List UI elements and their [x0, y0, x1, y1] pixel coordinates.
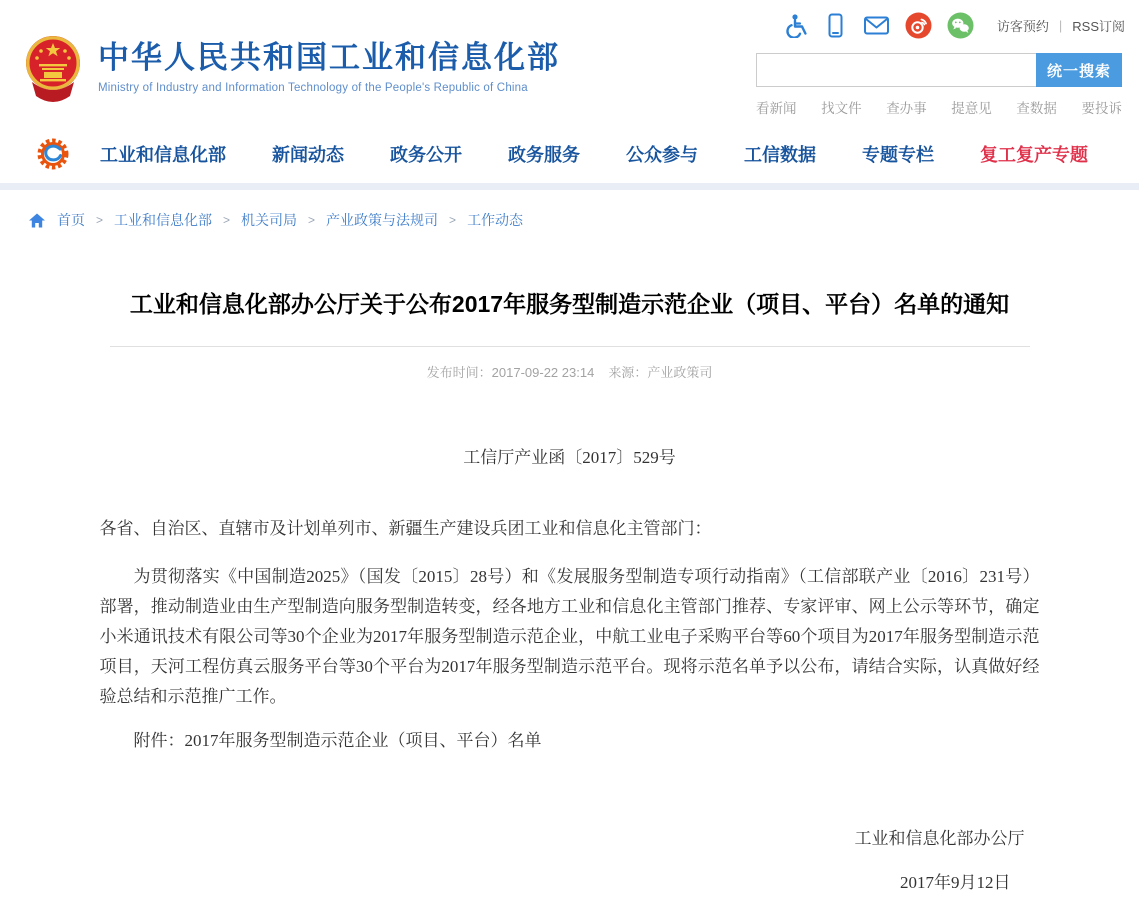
breadcrumb-home[interactable]: 首页 — [57, 212, 85, 228]
search-area — [756, 53, 1122, 117]
source: 产业政策司 — [647, 365, 713, 380]
nav-item-gov-disclosure[interactable]: 政务公开 — [390, 145, 462, 165]
quick-link-complaints[interactable]: 要投诉 — [1081, 101, 1122, 116]
visitor-appointment-link[interactable]: 访客预约 — [996, 19, 1049, 34]
quick-link-documents[interactable]: 找文件 — [821, 101, 862, 116]
top-links-divider: | — [1058, 18, 1063, 33]
article — [100, 244, 1040, 918]
home-icon — [28, 212, 46, 229]
breadcrumb-separator: > — [449, 213, 457, 227]
site-title: 中华人民共和国工业和信息化部 — [98, 40, 560, 75]
body-paragraph: 为贯彻落实《中国制造2025》（国发〔2015〕28号）和《发展服务型制造专项行动指南》（工信部联产业〔2016〕231号）部署，推动制造业由生产型制造向服务型制造转变，经各地方工业和信息化主管部门推荐、专家评审、网上公示等环节，确定小米通讯技术有限公司等30个企业为2017年服务型制造示范企业，中航工业电子采购平台等60个项目为2017年服务型制造示范项目，天河工程仿真云服务平台等30个平台为2017年服务型制造示范平台。现将示范名单予以公布，请结合实际，认真做好经验总结和示范推广工作。 — [99, 567, 1040, 706]
breadcrumb-separator: > — [308, 213, 316, 227]
publish-time: 2017-09-22 23:14 — [491, 365, 595, 380]
nav-separator-band — [0, 183, 1139, 190]
wechat-icon[interactable] — [947, 12, 974, 39]
nav-item-public-participation[interactable]: 公众参与 — [626, 145, 698, 165]
breadcrumb — [0, 190, 1139, 244]
breadcrumb-item-work-updates[interactable]: 工作动态 — [467, 212, 524, 228]
main-nav — [0, 125, 1139, 183]
national-emblem-logo — [24, 34, 82, 106]
search-input[interactable] — [756, 53, 1036, 87]
breadcrumb-item-miit[interactable]: 工业和信息化部 — [114, 212, 213, 228]
quick-link-suggestions[interactable]: 提意见 — [951, 101, 992, 116]
nav-item-data[interactable]: 工信数据 — [744, 145, 816, 165]
publish-time-label: 发布时间： — [426, 365, 492, 380]
unified-search-button[interactable]: 统一搜索 — [1036, 53, 1122, 87]
attachment-line: 附件：2017年服务型制造示范企业（项目、平台）名单 — [133, 731, 542, 750]
article-title: 工业和信息化部办公厅关于公布2017年服务型制造示范企业（项目、平台）名单的通知 — [129, 291, 1010, 317]
rss-subscribe-link[interactable]: RSS订阅 — [1072, 19, 1125, 34]
brand-text — [98, 34, 560, 94]
nav-item-special-columns[interactable]: 专题专栏 — [862, 145, 934, 165]
quick-link-data[interactable]: 查数据 — [1016, 101, 1057, 116]
article-meta — [100, 362, 1040, 381]
title-divider — [110, 346, 1030, 347]
quick-link-services[interactable]: 查办事 — [886, 101, 927, 116]
breadcrumb-item-departments[interactable]: 机关司局 — [241, 212, 298, 228]
nav-item-work-resumption[interactable]: 复工复产专题 — [980, 145, 1088, 165]
nav-item-news[interactable]: 新闻动态 — [272, 145, 344, 165]
weibo-icon[interactable] — [905, 12, 932, 39]
source-label: 来源： — [608, 365, 648, 380]
breadcrumb-separator: > — [223, 213, 231, 227]
mobile-icon[interactable] — [823, 13, 848, 38]
nav-item-gov-services[interactable]: 政务服务 — [508, 145, 580, 165]
gear-logo-icon — [36, 137, 70, 171]
signer: 工业和信息化部办公厅 — [854, 829, 1025, 848]
header-top-links — [997, 16, 1125, 35]
accessibility-icon[interactable] — [783, 13, 808, 38]
document-number: 工信厅产业函〔2017〕529号 — [463, 448, 676, 467]
sign-date: 2017年9月12日 — [900, 873, 1011, 892]
salutation: 各省、自治区、直辖市及计划单列市、新疆生产建设兵团工业和信息化主管部门： — [99, 519, 712, 538]
nav-item-miit[interactable]: 工业和信息化部 — [100, 145, 226, 165]
quick-links — [756, 97, 1122, 117]
breadcrumb-separator: > — [96, 213, 104, 227]
header-utility-bar — [783, 12, 1125, 39]
site-subtitle: Ministry of Industry and Information Technology of the People's Republic of China — [98, 82, 528, 94]
mail-icon[interactable] — [863, 13, 890, 38]
breadcrumb-item-policy-dept[interactable]: 产业政策与法规司 — [326, 212, 439, 228]
signature-block — [100, 824, 1040, 898]
site-header — [0, 0, 1139, 125]
quick-link-news[interactable]: 看新闻 — [756, 101, 797, 116]
site-brand — [24, 34, 560, 106]
